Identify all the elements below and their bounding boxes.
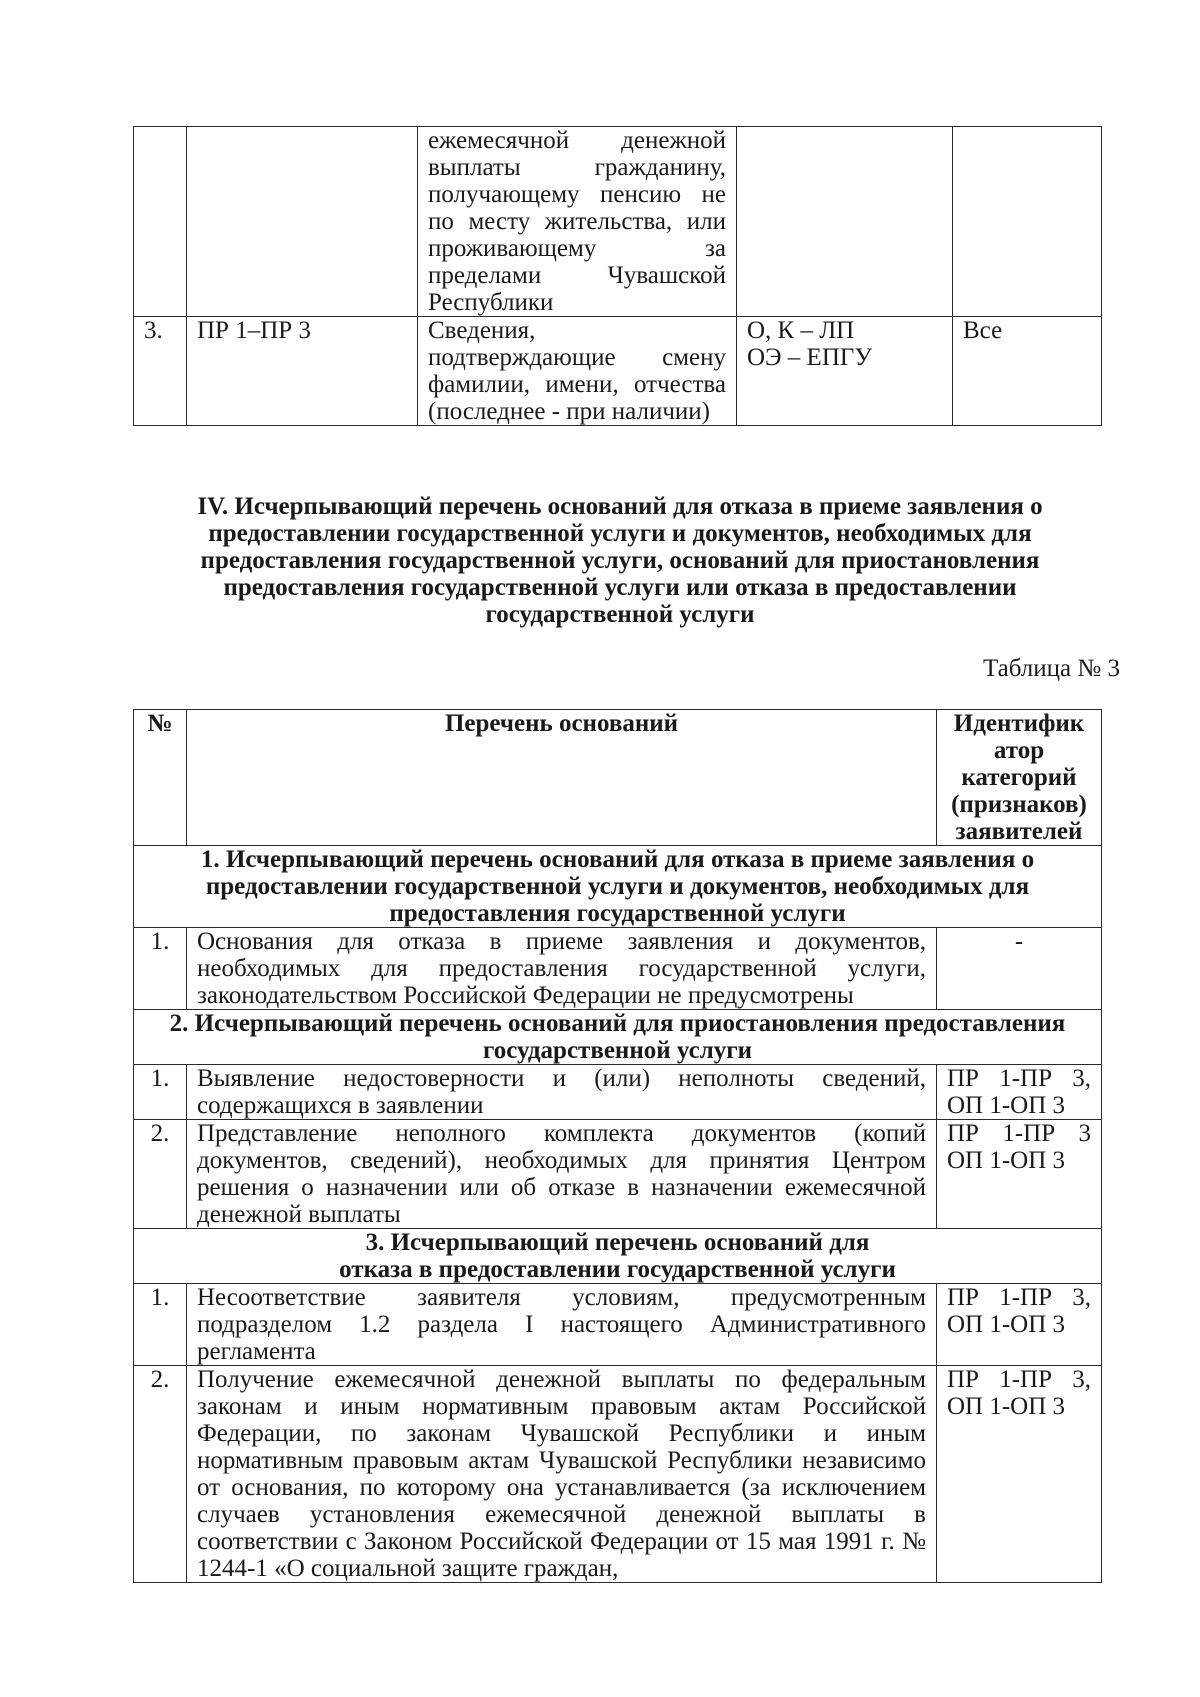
row-number: 1. <box>134 1284 187 1366</box>
table-row <box>134 1284 1102 1366</box>
row-number: 1. <box>134 1065 187 1120</box>
table-header-row <box>134 710 1102 846</box>
submission-form <box>737 127 953 317</box>
submission-form <box>737 317 953 426</box>
group-title-row <box>134 1229 1102 1284</box>
table-row <box>134 1120 1102 1229</box>
header-identifier: Идентифик атор категорий (признаков) заявителей <box>937 710 1102 846</box>
applicant-identifier: ПР 1-ПР 3 ОП 1-ОП 3 <box>937 1120 1102 1229</box>
applicant-category <box>953 127 1102 317</box>
header-number: № <box>134 710 187 846</box>
row-number <box>134 127 187 317</box>
applicant-identifier: ПР 1-ПР 3, ОП 1-ОП 3 <box>937 1366 1102 1583</box>
table-row <box>134 127 1102 317</box>
submission-form-line: О, К – ЛП <box>747 317 855 344</box>
documents-table-continuation <box>133 126 1102 426</box>
table-row <box>134 1366 1102 1583</box>
applicant-codes <box>187 127 418 317</box>
row-number: 1. <box>134 928 187 1010</box>
ground-text: Несоответствие заявителя условиям, предусмотренным подразделом 1.2 раздела I настоящего Административного регламента <box>187 1284 937 1366</box>
header-grounds: Перечень оснований <box>187 710 937 846</box>
group-title: 1. Исчерпывающий перечень оснований для отказа в приеме заявления о предоставлении государственной услуги и документов, необходимых для предоставления государственной услуги <box>134 846 1102 928</box>
section-heading: IV. Исчерпывающий перечень оснований для отказа в приеме заявления о предоставлении государственной услуги и документов, необходимых для предоставления государственной услуги, оснований для приостановления предоставления государственной услуги или отказа в предоставлении государственной услуги <box>197 493 1043 628</box>
group-title: 2. Исчерпывающий перечень оснований для приостановления предоставления государственной услуги <box>134 1010 1102 1065</box>
row-number: 2. <box>134 1120 187 1229</box>
applicant-identifier: ПР 1-ПР 3, ОП 1-ОП 3 <box>937 1065 1102 1120</box>
table-row <box>134 1065 1102 1120</box>
table-row <box>134 317 1102 426</box>
grounds-table <box>133 709 1102 1583</box>
ground-text: Представление неполного комплекта документов (копий документов, сведений), необходимых для принятия Центром решения о назначении или об отказе в назначении ежемесячной денежной выплаты <box>187 1120 937 1229</box>
table-row <box>134 928 1102 1010</box>
table-caption: Таблица № 3 <box>982 655 1120 682</box>
ground-text: Выявление недостоверности и (или) неполноты сведений, содержащихся в заявлении <box>187 1065 937 1120</box>
submission-form-line: ОЭ – ЕПГУ <box>747 344 873 371</box>
ground-text: Получение ежемесячной денежной выплаты по федеральным законам и иным нормативным правовым актам Российской Федерации, по законам Чувашской Республики и иным нормативным правовым актам Чувашской Республики независимо от основания, по которому она устанавливается (за исключением случаев установления ежемесячной денежной выплаты в соответствии с Законом Российской Федерации от 15 мая 1991 г. № 1244-1 «О социальной защите граждан, <box>187 1366 937 1583</box>
document-description: Сведения, подтверждающие смену фамилии, имени, отчества (последнее - при наличии) <box>418 317 737 426</box>
row-number: 2. <box>134 1366 187 1583</box>
ground-text: Основания для отказа в приеме заявления и документов, необходимых для предоставления государственной услуги, законодательством Российской Федерации не предусмотрены <box>187 928 937 1010</box>
applicant-identifier: ПР 1-ПР 3, ОП 1-ОП 3 <box>937 1284 1102 1366</box>
document-description: ежемесячной денежной выплаты гражданину, получающему пенсию не по месту жительства, или проживающему за пределами Чувашской Республики <box>418 127 737 317</box>
applicant-codes: ПР 1–ПР 3 <box>187 317 418 426</box>
row-number: 3. <box>134 317 187 426</box>
group-title-row <box>134 846 1102 928</box>
applicant-identifier: - <box>937 928 1102 1010</box>
group-title-row <box>134 1010 1102 1065</box>
applicant-category: Все <box>953 317 1102 426</box>
group-title: 3. Исчерпывающий перечень оснований для отказа в предоставлении государственной услуги <box>134 1229 1102 1284</box>
